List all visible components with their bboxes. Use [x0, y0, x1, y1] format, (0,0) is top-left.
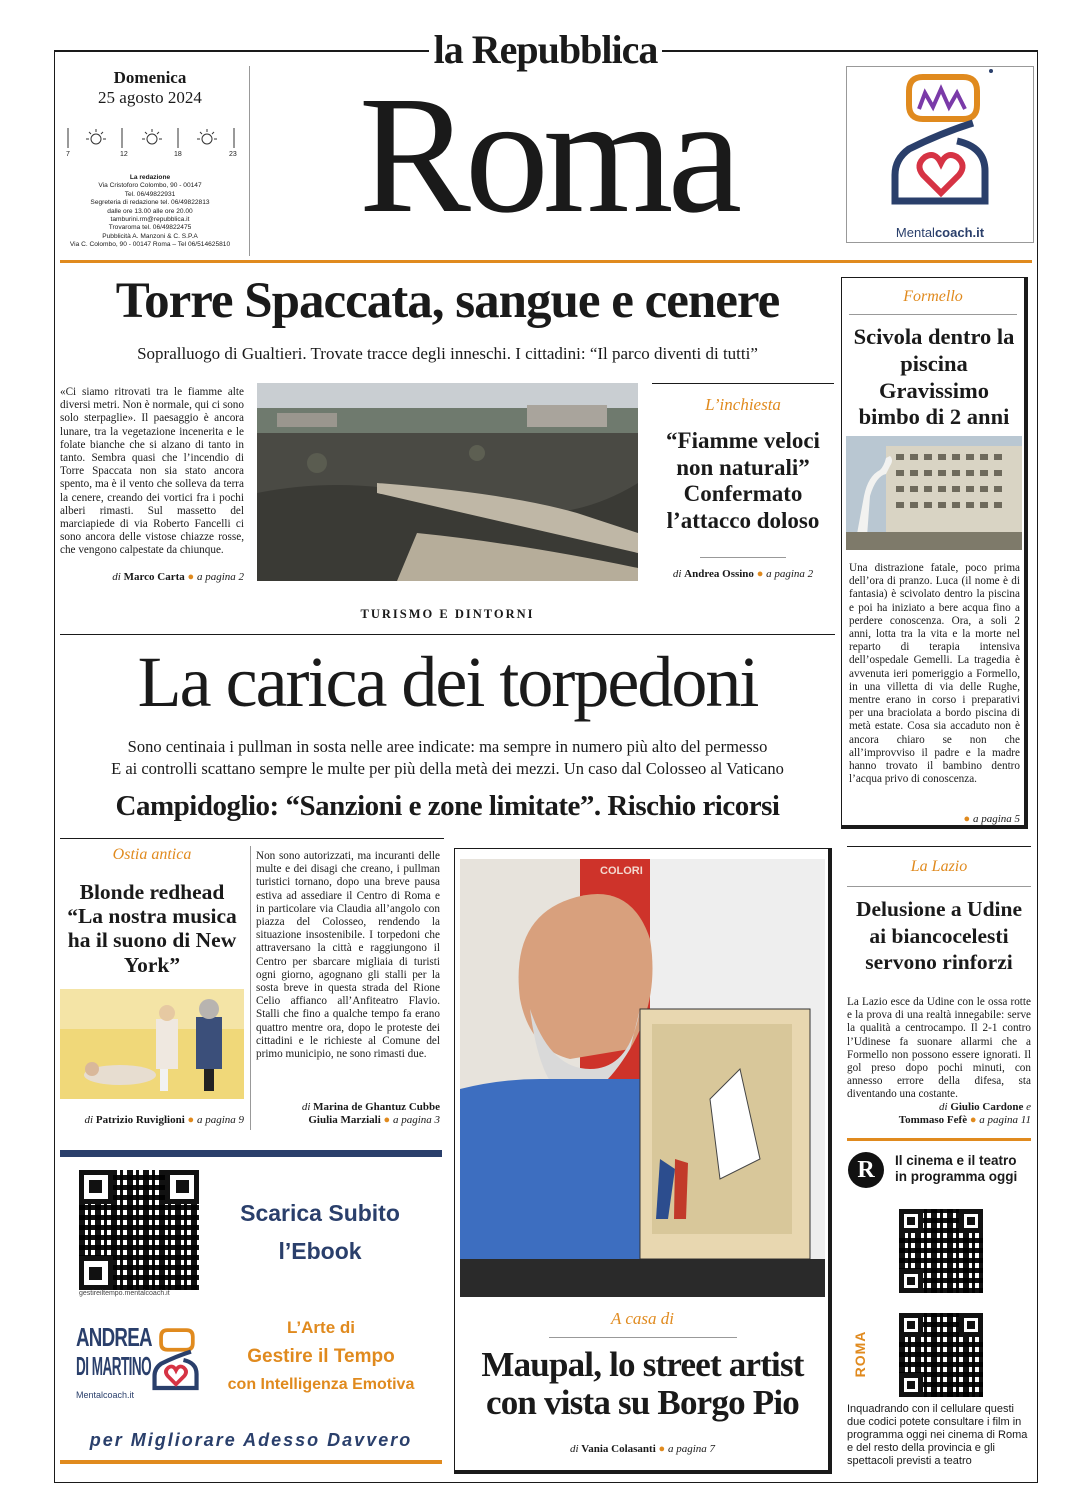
ebook-tagline: per Migliorare Adesso Davvero: [89, 1430, 413, 1450]
ad-logo-text: [847, 225, 1033, 240]
photo-hospital: [846, 436, 1022, 550]
redazione-line: dalle ore 13.00 alle ore 20.00: [107, 207, 193, 215]
masthead-left-box: [54, 52, 55, 257]
qr-corner: [899, 1209, 923, 1233]
ebook-cta-1[interactable]: Scarica Subito: [240, 1200, 400, 1226]
cinema-side-label: ROMA: [852, 1330, 868, 1378]
lazio-headline[interactable]: Delusione a Udine ai biancocelesti servono rinforzi: [855, 897, 1023, 974]
inchiesta-kicker: L’inchiesta: [705, 395, 781, 414]
qr-corner: [165, 1170, 199, 1204]
inchiesta-byline: [652, 568, 834, 580]
weather-icons: [66, 124, 238, 160]
qr-corner: [959, 1313, 983, 1337]
byline-author[interactable]: Giulia Marziali: [308, 1114, 381, 1126]
byline-and: e: [1026, 1101, 1031, 1113]
lead-photo-burnt-field[interactable]: [257, 383, 638, 581]
bullet-icon: ●: [383, 1114, 391, 1126]
turismo-body: Non sono autorizzati, ma incuranti delle multe e dei disagi che creano, i pullman turistici tornano, dopo una breve pausa estiva ad assediare il Centro di Roma e in particolare via Claudia all’angolo con piazza del Colosseo, rendendo la situazione insostenibile. I torpedoni che attraversano la città e raggiungono il Centro per sbarcare migliaia di turisti ogni giorno, agognano gli stalli per la sosta breve in questa strada del Rione Celio affianco all’Anfiteatro Flavio. Stalli che fino a qualche tempo fa erano quattro mentre ora, dopo le proteste dei cittadini e le richieste al Comune del primo municipio, ne sono rimasti due.: [256, 850, 440, 1061]
cinema-title[interactable]: [895, 1153, 1031, 1185]
ostia-headline[interactable]: Blonde redhead “La nostra musica ha il suono di New York”: [67, 880, 237, 977]
heart-logo-icon: [148, 1320, 204, 1400]
qr-corner: [899, 1269, 923, 1293]
byline-di: di: [301, 1101, 311, 1113]
heart-logo-icon: [881, 71, 1001, 211]
ebook-title-1: L’Arte di: [286, 1318, 355, 1337]
inchiesta-top-rule: [652, 383, 834, 384]
qr-code-cinema[interactable]: [899, 1209, 983, 1293]
ostia-byline: [60, 1114, 244, 1126]
ebook-author-site: Mentalcoach.it: [76, 1390, 135, 1400]
byline-di: di: [939, 1101, 948, 1113]
ostia-photo-band[interactable]: [60, 989, 244, 1099]
byline-author[interactable]: Patrizio Ruviglioni: [95, 1114, 185, 1126]
redazione-line: Trovaroma tel. 06/49822475: [108, 224, 192, 232]
cinema-title-1: Il cinema e il teatro: [895, 1153, 1017, 1168]
byline-di: di: [112, 571, 121, 583]
redazione-line: Via Cristoforo Colombo, 90 - 00147: [98, 182, 202, 190]
lazio-rule: [847, 886, 1031, 887]
formello-headline[interactable]: Scivola dentro la piscina Gravissimo bimbo di 2 anni: [853, 324, 1015, 430]
byline-page[interactable]: a pagina 2: [766, 568, 814, 580]
byline-di: di: [84, 1114, 94, 1126]
temp-high: 12: [120, 151, 128, 158]
maupal-photo[interactable]: [460, 859, 825, 1297]
turismo-second-headline[interactable]: Campidoglio: “Sanzioni e zone limitate”. Rischio ricorsi: [115, 790, 780, 822]
redazione-block: [60, 174, 240, 250]
redazione-line: Segreteria di redazione tel. 06/49822813: [90, 199, 210, 207]
temp-high: 18: [174, 151, 182, 158]
sun-icon: [86, 129, 106, 144]
ostia-kicker: Ostia antica: [112, 846, 192, 863]
byline-di: di: [569, 1443, 579, 1455]
byline-page[interactable]: a pagina 11: [979, 1114, 1031, 1126]
turismo-subhead-2: E ai controlli scattano sempre le multe per più della metà dei mezzi. Un caso dal Colosseo al Vaticano: [111, 759, 784, 778]
inchiesta-rule: [700, 557, 786, 558]
lead-byline: [60, 571, 244, 583]
section-title[interactable]: Roma: [358, 62, 737, 248]
bullet-icon: ●: [969, 1114, 977, 1126]
temp-high: 23: [229, 151, 237, 158]
lazio-body: La Lazio esce da Udine con le ossa rotte e la prova di una realtà innegabile: serve la qualità a centrocampo. Il 2-1 contro l’Udinese fa suonare allarmi che a Formello non possono essere ignorati. Il gol preso dopo pochi minuti, con annesso errore della difesa, sta diventando una costante.: [847, 996, 1031, 1101]
brand-logo[interactable]: la Repubblica: [433, 27, 658, 72]
bullet-icon: ●: [187, 1114, 195, 1126]
ebook-author-2: DI MARTINO: [76, 1351, 152, 1381]
qr-corner: [899, 1313, 923, 1337]
formello-photo-hospital[interactable]: [846, 436, 1022, 550]
page-bottom-rule: [54, 1482, 1038, 1483]
qr-code-ebook[interactable]: [79, 1170, 199, 1290]
qr-caption: gestireiltempo.mentalcoach.it: [79, 1290, 170, 1297]
top-rule-left: [54, 50, 429, 52]
photo-landscape: [257, 383, 638, 581]
registered-mark: [989, 69, 993, 73]
photo-wall-text: COLORI: [600, 865, 643, 877]
redazione-title: La redazione: [129, 174, 171, 181]
sun-icon: [197, 129, 217, 144]
byline-page[interactable]: a pagina 5: [972, 813, 1020, 825]
ebook-ad[interactable]: [60, 1150, 444, 1468]
formello-rule: [849, 314, 1017, 315]
page-right-rule: [1037, 52, 1038, 1482]
column-divider: [250, 846, 251, 1130]
inchiesta-headline[interactable]: “Fiamme veloci non naturali” Confermato l’attacco doloso: [666, 428, 820, 533]
maupal-rule: [549, 1337, 737, 1338]
bullet-icon: ●: [658, 1443, 666, 1455]
day-label: Domenica: [113, 68, 187, 87]
date-label: 25 agosto 2024: [98, 88, 202, 107]
ebook-title-3: con Intelligenza Emotiva: [227, 1376, 415, 1393]
ebook-title-2: Gestire il Tempo: [247, 1346, 395, 1367]
formello-kicker: Formello: [903, 288, 963, 305]
redazione-line: Pubblicità A. Manzoni & C. S.P.A: [102, 232, 198, 240]
lead-subhead: Sopralluogo di Gualtieri. Trovate tracce degli inneschi. I cittadini: “Il parco diventi di tutti”: [137, 344, 758, 363]
ad-logo-box[interactable]: [846, 66, 1034, 243]
lazio-top-rule: [847, 846, 1031, 847]
byline-page[interactable]: a pagina 7: [667, 1443, 715, 1455]
lazio-kicker: La Lazio: [910, 858, 968, 875]
ad-bottom-rule: [60, 1460, 442, 1464]
ad-top-rule: [60, 1150, 442, 1157]
formello-byline: [849, 813, 1020, 825]
maupal-kicker: A casa di: [611, 1309, 674, 1328]
temp-low: 7: [66, 151, 70, 158]
ad-logo-text-b: coach.it: [934, 225, 985, 240]
cinema-text: Inquadrando con il cellulare questi due codici potete consultare i film in programma oggi nei cinema di Roma e del resto della provincia e gli spettacoli previsti a teatro: [847, 1403, 1028, 1467]
turismo-rule: [60, 634, 835, 635]
redazione-line: Tel. 06/49822931: [124, 190, 176, 198]
ad-logo-text-a: Mental: [895, 225, 935, 240]
qr-corner: [79, 1170, 113, 1204]
bullet-icon: ●: [963, 813, 971, 825]
photo-band: [60, 989, 244, 1099]
byline-page[interactable]: a pagina 2: [196, 571, 244, 583]
byline-page[interactable]: a pagina 3: [392, 1114, 440, 1126]
bullet-icon: ●: [187, 571, 195, 583]
byline-di: di: [672, 568, 682, 580]
ebook-author-1: ANDREA: [76, 1322, 152, 1352]
photo-artist: [460, 859, 825, 1297]
maupal-byline: [460, 1443, 825, 1455]
turismo-subhead-1: Sono centinaia i pullman in sosta nelle aree indicate: ma sempre in numero più alto del permesso: [127, 737, 768, 756]
qr-corner: [899, 1373, 923, 1397]
top-rule-right: [662, 50, 1038, 52]
cinema-title-2: in programma oggi: [895, 1169, 1018, 1184]
repubblica-badge: R: [848, 1152, 884, 1188]
byline-author[interactable]: Marco Carta: [123, 571, 185, 583]
formello-body: Una distrazione fatale, poco prima dell’ora di pranzo. Luca (il nome è di fantasia) è scivolato dentro la piscina e poi ha iniziato a bere acqua fino a perdere conoscenza. Ora, a soli 2 anni, lotta tra la vita e la morte nel reparto di terapia intensiva dell’ospedale Gemelli. La tragedia è avvenuta ieri pomeriggio a Formello, in una villetta di via delle Rughe, mentre erano in corso i preparativi per una braciolata a bordo piscina di metà estate. Cosa sia accaduto non è ancora chiaro se non che all’improvviso il padre e la madre hanno trovato il bambino dentro l’acqua privo di conoscenza.: [849, 562, 1020, 786]
ebook-cta-2[interactable]: l’Ebook: [278, 1238, 362, 1264]
maupal-headline[interactable]: Maupal, lo street artist con vista su Borgo Pio: [481, 1345, 804, 1422]
lazio-byline: [847, 1101, 1031, 1127]
redazione-line: Via C. Colombo, 90 - 00147 Roma – Tel 06/514625810: [69, 241, 231, 249]
byline-author[interactable]: Andrea Ossino: [684, 568, 754, 580]
byline-author[interactable]: Vania Colasanti: [581, 1443, 656, 1455]
turismo-lower-rule: [60, 838, 444, 839]
masthead-divider: [249, 66, 250, 256]
orange-rule: [60, 260, 1032, 263]
qr-corner: [959, 1209, 983, 1233]
turismo-byline: [256, 1101, 440, 1127]
byline-author[interactable]: Giulio Cardone: [950, 1101, 1024, 1113]
qr-corner: [79, 1256, 113, 1290]
sun-icon: [142, 129, 162, 144]
lead-headline[interactable]: Torre Spaccata, sangue e cenere: [115, 273, 780, 329]
cinema-orange-rule: [847, 1138, 1031, 1141]
qr-code-teatro[interactable]: [899, 1313, 983, 1397]
redazione-line[interactable]: tamburini.rm@repubblica.it: [110, 216, 190, 224]
turismo-headline[interactable]: La carica dei torpedoni: [137, 642, 758, 722]
turismo-section: TURISMO E DINTORNI: [360, 607, 535, 621]
byline-page[interactable]: a pagina 9: [196, 1114, 244, 1126]
lead-body: «Ci siamo ritrovati tra le fiamme alte diversi metri. Non è normale, qui ci sono solo sterpaglie». Il paesaggio è ancora lunare, tra la vegetazione incenerita e le folate bianche che si alzano di tanto in tanto. Sembra quasi che l’incendio di Torre Spaccata non sia stato ancora spento, ma è il vento che solleva da terra la cenere, creando dei vortici fra i pochi alberi rimasti. Sul massetto del marciapiede di via Roberto Fancelli ci sono ancora delle vistose chiazze rosse, che vengono calpestate da chiunque.: [60, 386, 244, 557]
weather-strip: [66, 124, 238, 160]
byline-author[interactable]: Tommaso Fefè: [898, 1114, 968, 1126]
page-left-rule: [54, 257, 55, 1482]
bullet-icon: ●: [756, 568, 764, 580]
byline-author[interactable]: Marina de Ghantuz Cubbe: [313, 1101, 440, 1113]
